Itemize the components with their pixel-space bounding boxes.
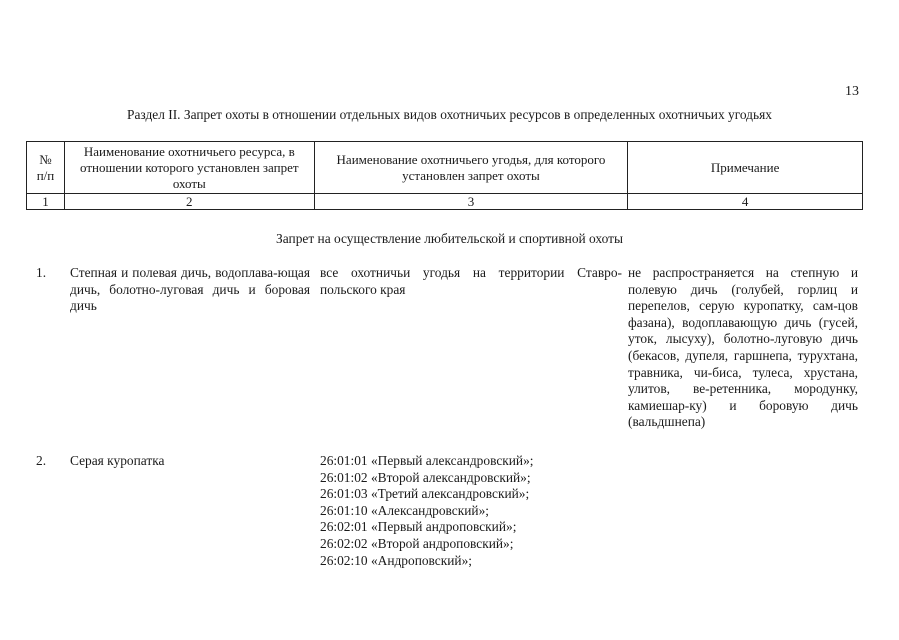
header-col-resource: Наименование охотничьего ресурса, в отношении которого установлен запрет охоты <box>64 142 314 194</box>
row-area-list <box>320 453 622 569</box>
area-item: 26:02:02 «Второй андроповский»; <box>320 535 514 551</box>
area-item: 26:01:01 «Первый александровский»; <box>320 453 534 468</box>
header-row <box>27 142 863 194</box>
row-area: все охотничьи угодья на территории Ставро-польского края <box>320 265 622 297</box>
header-col-area: Наименование охотничьего угодья, для которого установлен запрет охоты <box>314 142 628 194</box>
column-number: 1 <box>27 194 65 210</box>
header-col-note: Примечание <box>628 142 863 194</box>
header-col-number: № п/п <box>27 142 65 194</box>
column-number: 2 <box>64 194 314 210</box>
row-note: не распространяется на степную и полевую дичь (голубей, горлиц и перепелов, серую куропатку, сам-цов фазана), водоплавающую дичь (гусей, уток, лысуху), болотно-луговую дичь (бекасов, дупеля, гаршнепа, турухтана, травника, чи-биса, тулеса, хрустана, улитов, ве-ретенника, мородунку, камиешар-ку) и боровую дичь (вальдшнепа) <box>628 265 858 430</box>
header-table <box>26 141 863 210</box>
section-title: Раздел II. Запрет охоты в отношении отдельных видов охотничьих ресурсов в определенных охотничьих угодьях <box>127 107 772 122</box>
row-number: 2. <box>36 453 47 468</box>
area-item: 26:02:10 «Андроповский»; <box>320 552 472 568</box>
column-number: 3 <box>314 194 628 210</box>
row-resource: Степная и полевая дичь, водоплава-ющая дичь, болотно-луговая дичь и боровая дичь <box>70 265 310 314</box>
page-number: 13 <box>845 84 859 99</box>
area-item: 26:02:01 «Первый андроповский»; <box>320 519 517 535</box>
area-item: 26:01:10 «Александровский»; <box>320 502 489 518</box>
row-resource: Серая куропатка <box>70 453 165 468</box>
column-number: 4 <box>628 194 863 210</box>
row-number: 1. <box>36 265 47 280</box>
column-number-row <box>27 194 863 210</box>
area-item: 26:01:03 «Третий александровский»; <box>320 486 530 502</box>
area-item: 26:01:02 «Второй александровский»; <box>320 469 531 485</box>
subheading: Запрет на осуществление любительской и спортивной охоты <box>276 231 623 246</box>
